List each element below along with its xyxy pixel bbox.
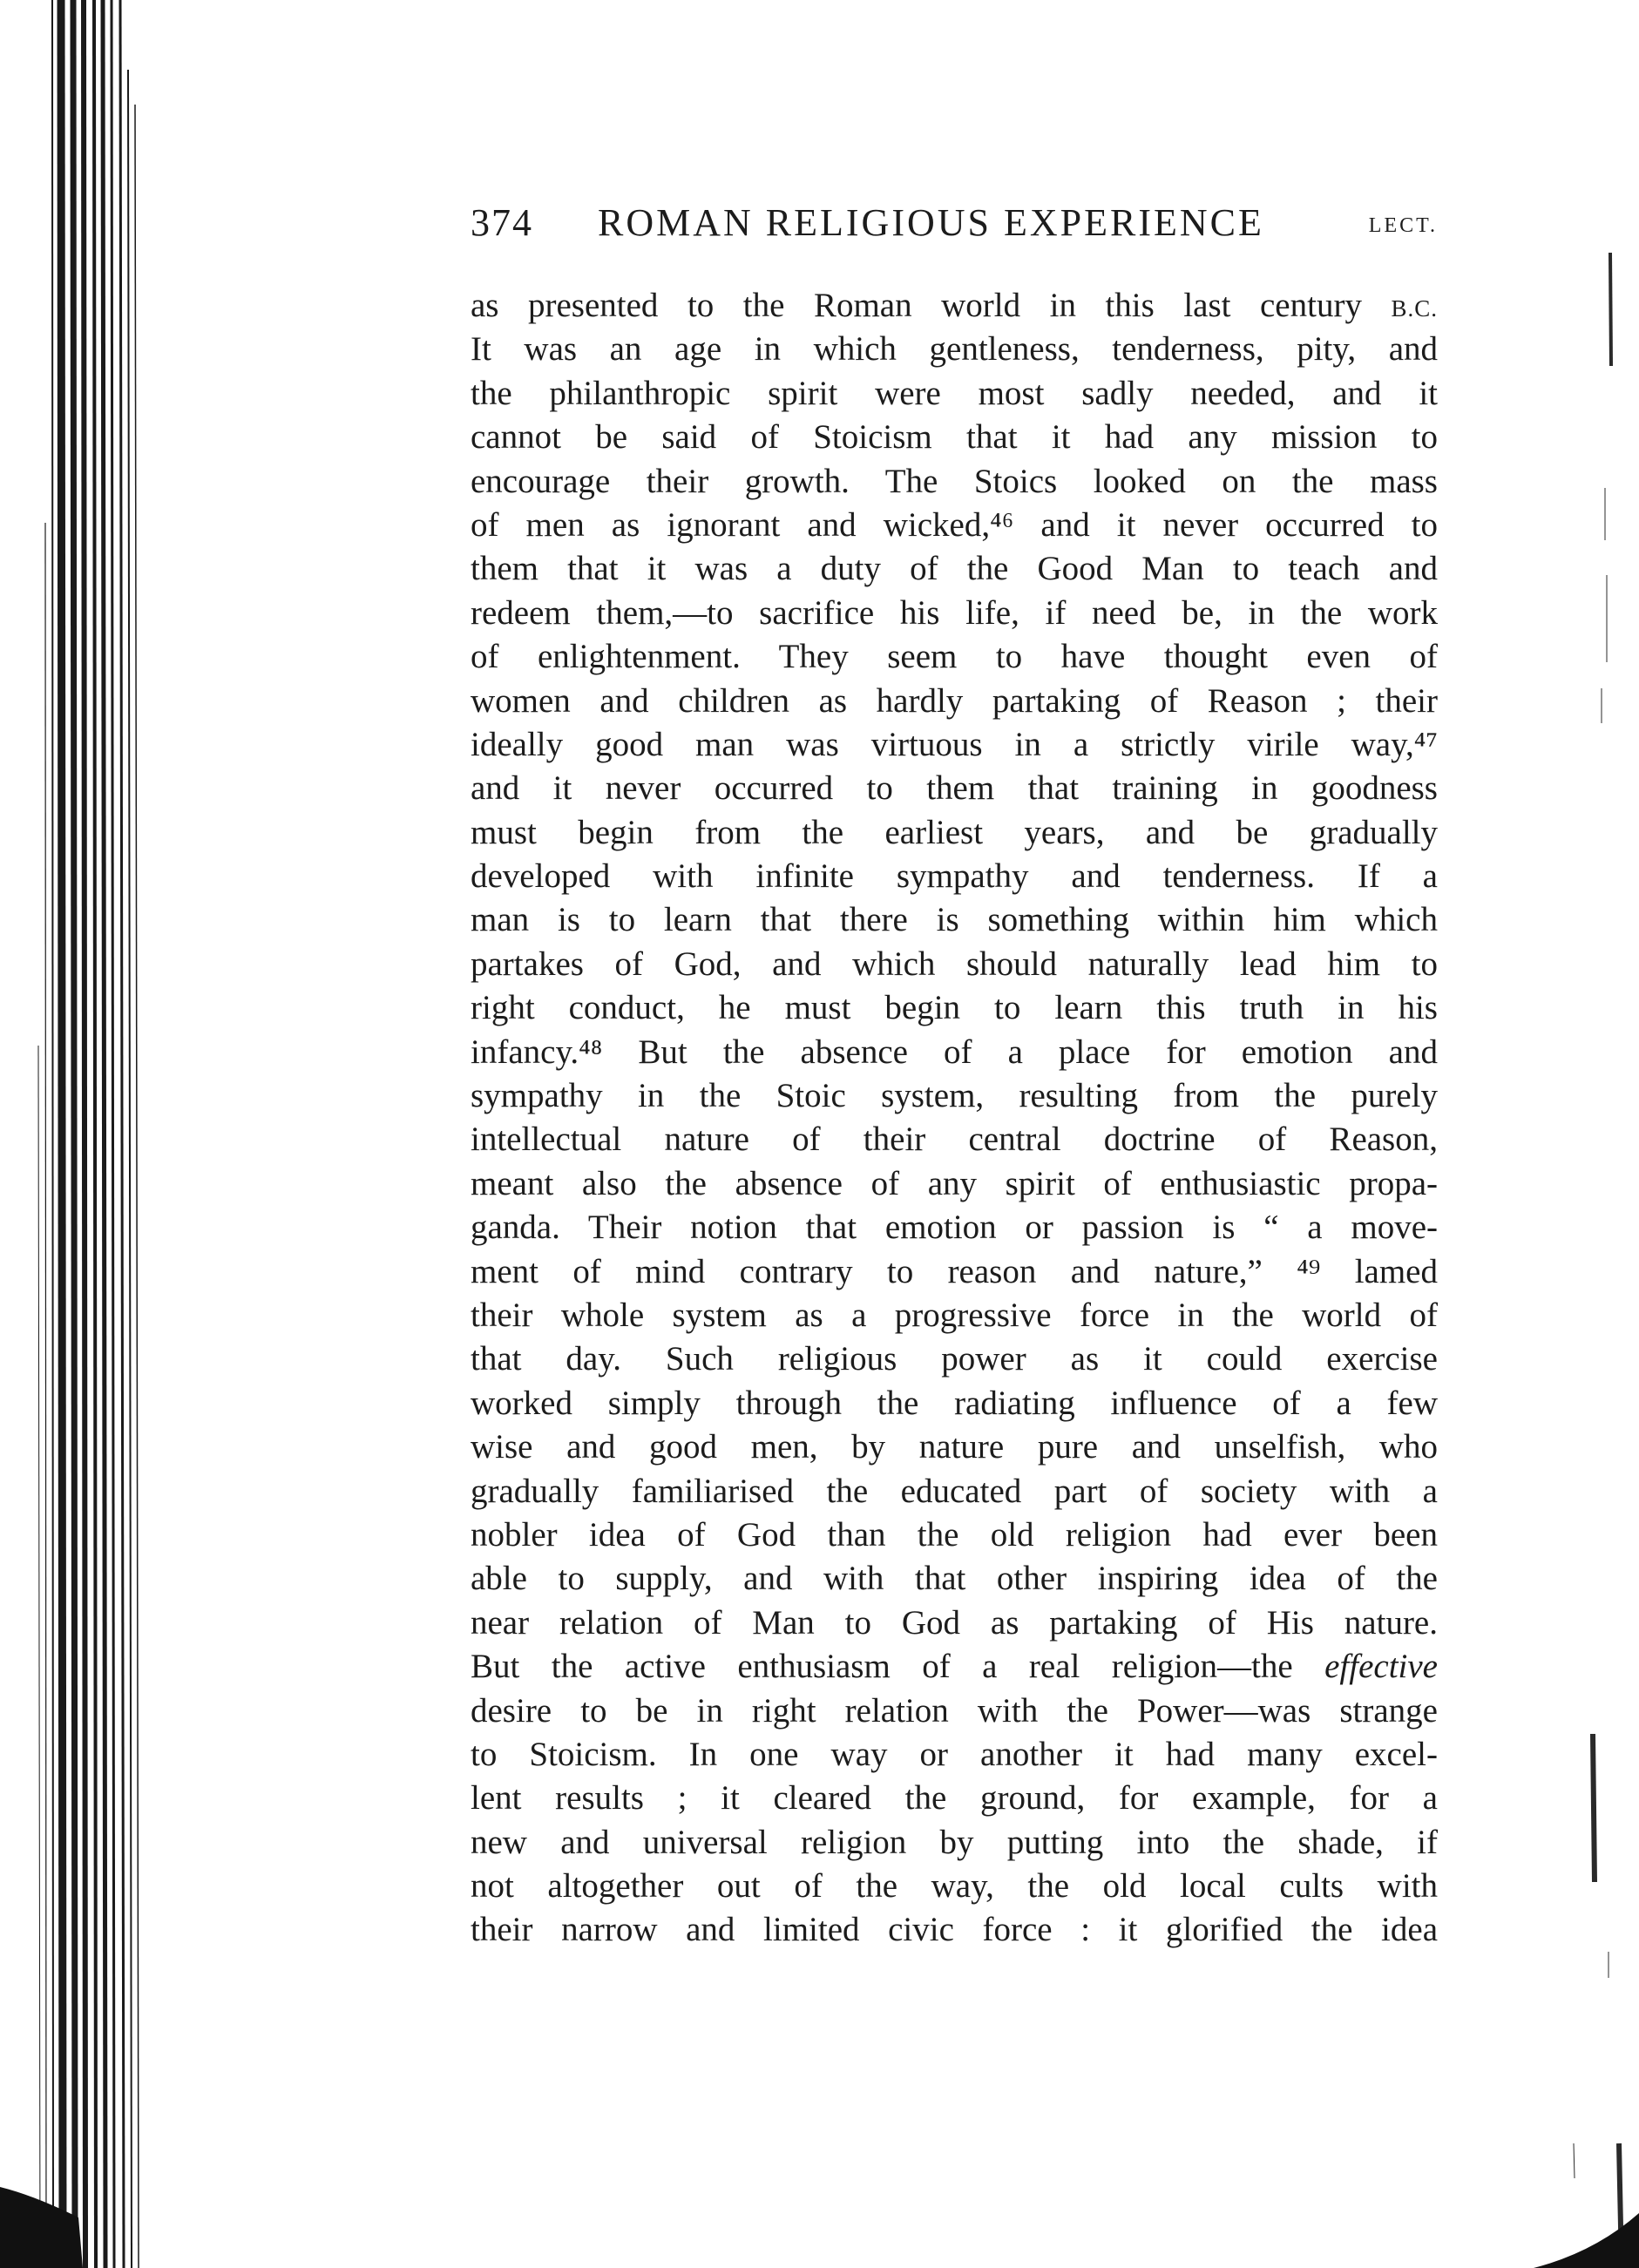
text-line: and it never occurred to them that training in goodness xyxy=(471,769,1438,808)
text-line: cannot be said of Stoicism that it had any mission to xyxy=(471,418,1438,457)
text-line: as presented to the Roman world in this last century B.C. xyxy=(471,287,1438,324)
text-line: that day. Such religious power as it could exercise xyxy=(471,1340,1438,1378)
book-binding-gutter xyxy=(0,0,148,2268)
text-line: intellectual nature of their central doctrine of Reason, xyxy=(471,1120,1438,1159)
running-header xyxy=(471,200,1438,261)
text-line: not altogether out of the way, the old local cults with xyxy=(471,1867,1438,1906)
text-line: lent results ; it cleared the ground, for example, for a xyxy=(471,1779,1438,1818)
text-line: wise and good men, by nature pure and unselfish, who xyxy=(471,1428,1438,1466)
text-line: ment of mind contrary to reason and nature,” ⁴⁹ lamed xyxy=(471,1252,1438,1290)
text-line: gradually familiarised the educated part of society with a xyxy=(471,1472,1438,1510)
text-line: to Stoicism. In one way or another it had many excel- xyxy=(471,1735,1438,1773)
text-line: must begin from the earliest years, and be gradually xyxy=(471,813,1438,851)
text-line: new and universal religion by putting into the shade, if xyxy=(471,1823,1438,1861)
page-number: 374 xyxy=(471,201,533,244)
text-line: worked simply through the radiating influence of a few xyxy=(471,1384,1438,1422)
section-mark: LECT. xyxy=(1368,214,1438,237)
running-title: ROMAN RELIGIOUS EXPERIENCE xyxy=(598,201,1264,244)
text-line: them that it was a duty of the Good Man to teach and xyxy=(471,550,1438,588)
text-line: infancy.⁴⁸ But the absence of a place for emotion and xyxy=(471,1032,1438,1071)
text-line: desire to be in right relation with the Power—was strange xyxy=(471,1691,1438,1730)
text-line: their whole system as a progressive force in the world of xyxy=(471,1296,1438,1334)
text-line: But the active enthusiasm of a real religion—the effective xyxy=(471,1648,1438,1686)
text-line: their narrow and limited civic force : it glorified the idea xyxy=(471,1911,1438,1949)
text-line: of enlightenment. They seem to have thought even of xyxy=(471,638,1438,676)
text-line: near relation of Man to God as partaking of His nature. xyxy=(471,1603,1438,1642)
text-line: ideally good man was virtuous in a strictly virile way,⁴⁷ xyxy=(471,725,1438,763)
text-line: ganda. Their notion that emotion or passion is “ a move- xyxy=(471,1208,1438,1247)
text-line: meant also the absence of any spirit of enthusiastic propa- xyxy=(471,1164,1438,1202)
text-line: nobler idea of God than the old religion had ever been xyxy=(471,1515,1438,1554)
text-line: developed with infinite sympathy and tenderness. If a xyxy=(471,857,1438,896)
text-line: women and children as hardly partaking of Reason ; their xyxy=(471,681,1438,720)
text-line: man is to learn that there is something within him which xyxy=(471,901,1438,939)
text-line: encourage their growth. The Stoics looked on the mass xyxy=(471,462,1438,500)
text-line: able to supply, and with that other inspiring idea of the xyxy=(471,1560,1438,1598)
body-text xyxy=(471,284,1438,1953)
text-line: right conduct, he must begin to learn this truth in his xyxy=(471,989,1438,1027)
text-line: partakes of God, and which should naturally lead him to xyxy=(471,944,1438,983)
text-line: redeem them,—to sacrifice his life, if need be, in the work xyxy=(471,593,1438,632)
text-line: It was an age in which gentleness, tenderness, pity, and xyxy=(471,330,1438,369)
text-line: sympathy in the Stoic system, resulting from the purely xyxy=(471,1077,1438,1115)
text-line: the philanthropic spirit were most sadly needed, and it xyxy=(471,374,1438,412)
text-line: of men as ignorant and wicked,⁴⁶ and it never occurred to xyxy=(471,505,1438,544)
